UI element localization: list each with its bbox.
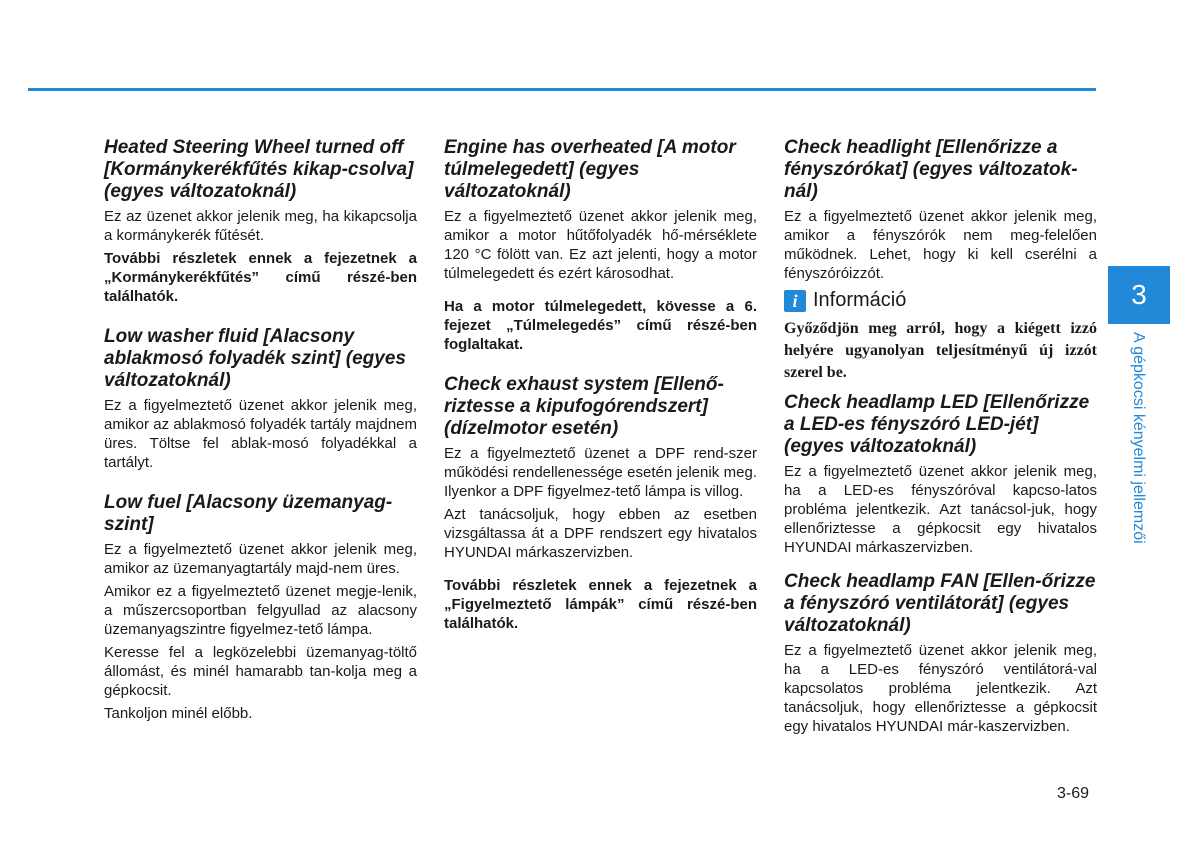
- section-note: További részletek ennek a fejezetnek a „Kormánykerékfűtés” című részé-ben találhatók.: [104, 250, 417, 305]
- column-3: [784, 137, 1097, 740]
- section-text: Keresse fel a legközelebbi üzemanyag-töltő állomást, és minél hamarabb tan-kolja meg a gépkocsit.: [104, 644, 417, 699]
- section-text: Ez a figyelmeztető üzenet a DPF rend-szer működési rendellenessége esetén jelenik meg. Ilyenkor a DPF figyelmez-tető lámpa is villog.: [444, 445, 757, 500]
- column-2: [444, 137, 757, 637]
- info-icon: i: [784, 290, 806, 312]
- section-text: Ez a figyelmeztető üzenet akkor jelenik meg, amikor a fényszórók nem meg-felelően működnek. Lehet, hogy ki kell cserélni a fényszóróizzót.: [784, 208, 1097, 282]
- info-box-header: [784, 289, 1097, 312]
- section-text: Ez a figyelmeztető üzenet akkor jelenik meg, ha a LED-es fényszóró ventilátorá-val kapcsolatos probléma jelentkezik. Azt tanácsoljuk, hogy ellenőriztesse a gépkocsit egy hivatalos HYUNDAI már-kaszervizben.: [784, 642, 1097, 735]
- section-text: Ez a figyelmeztető üzenet akkor jelenik meg, amikor a motor hűtőfolyadék hő-mérséklete 120 °C fölött van. Ez azt jelenti, hogy a motor túlmelegedett és ezért károsodhat.: [444, 208, 757, 282]
- section-title-low-fuel: Low fuel [Alacsony üzemanyag-szint]: [104, 492, 393, 535]
- chapter-side-label: A gépkocsi kényelmi jellemzői: [1130, 332, 1147, 544]
- info-text: Győződjön meg arról, hogy a kiégett izzó helyére ugyanolyan teljesítményű új izzót szerel be.: [784, 320, 1097, 381]
- section-text: Ez a figyelmeztető üzenet akkor jelenik meg, amikor az üzemanyagtartály majd-nem üres.: [104, 541, 417, 577]
- section-title-check-headlight: Check headlight [Ellenőrizze a fényszórókat] (egyes változatok-nál): [784, 137, 1078, 202]
- section-title-headlamp-fan: Check headlamp FAN [Ellen-őrizze a fényszóró ventilátorát] (egyes változatoknál): [784, 571, 1096, 636]
- column-1: [104, 137, 417, 727]
- section-text: Ez a figyelmeztető üzenet akkor jelenik meg, ha a LED-es fényszóróval kapcso-latos probléma jelentkezik. Azt tanácsol-juk, hogy ellenőriztesse a gépkocsit egy hivatalos HYUNDAI márkaszervizben.: [784, 463, 1097, 556]
- top-rule: [28, 88, 1096, 91]
- page-number: 3-69: [1057, 785, 1090, 802]
- section-text: Azt tanácsoljuk, hogy ebben az esetben vizsgáltassa át a DPF rendszert egy hivatalos HYUNDAI márkaszervizben.: [444, 506, 757, 561]
- info-title: Információ: [813, 289, 907, 311]
- section-title-low-washer: Low washer fluid [Alacsony ablakmosó folyadék szint] (egyes változatoknál): [104, 326, 406, 391]
- section-text: Amikor ez a figyelmeztető üzenet megje-lenik, a műszercsoportban felgyullad az alacsony üzemanyagszintre figyelmez-tető lámpa.: [104, 583, 417, 638]
- section-title-headlamp-led: Check headlamp LED [Ellenőrizze a LED-es fényszóró LED-jét] (egyes változatoknál): [784, 392, 1090, 457]
- section-note: További részletek ennek a fejezetnek a „Figyelmeztető lámpák” című részé-ben találhatók.: [444, 577, 757, 632]
- section-title-engine-overheated: Engine has overheated [A motor túlmelegedett] (egyes változatoknál): [444, 137, 736, 202]
- chapter-tab: 3: [1108, 266, 1170, 324]
- section-text: Tankoljon minél előbb.: [104, 705, 253, 722]
- section-text: Ez az üzenet akkor jelenik meg, ha kikapcsolja a kormánykerék fűtését.: [104, 208, 417, 244]
- section-note: Ha a motor túlmelegedett, kövesse a 6. fejezet „Túlmelegedés” című részé-ben foglaltakat.: [444, 298, 757, 353]
- section-title-check-exhaust: Check exhaust system [Ellenő-riztesse a kipufogórendszert] (dízelmotor esetén): [444, 374, 724, 439]
- section-text: Ez a figyelmeztető üzenet akkor jelenik meg, amikor az ablakmosó folyadék tartály majdnem üres. Töltse fel ablak-mosó folyadékkal a tartályt.: [104, 397, 417, 471]
- section-title-heated-steering: Heated Steering Wheel turned off [Kormánykerékfűtés kikap-csolva] (egyes változatoknál): [104, 137, 414, 202]
